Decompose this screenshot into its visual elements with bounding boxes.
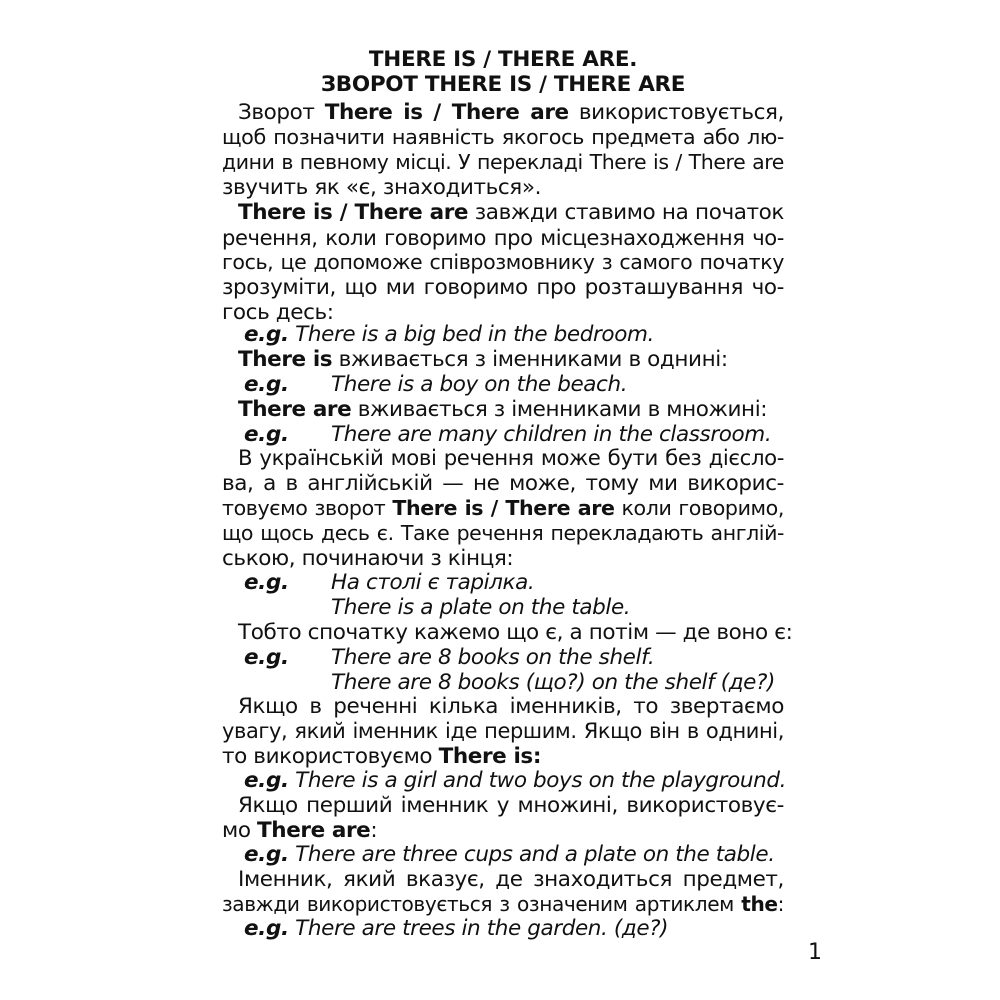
eg-label: e.g. [244, 645, 289, 670]
bold-term: There is [238, 347, 333, 372]
paragraph-2-line-2: речення, коли говоримо про місцезнаходження чо- [222, 225, 784, 250]
bold-term: There is / There are [324, 100, 569, 125]
paragraph-8-line-2: мо There are: [222, 818, 378, 843]
example-1: e.g. There is a big bed in the bedroom. [244, 322, 654, 347]
paragraph-5-line-2: ва, а в англійській — не може, тому ми викорис- [222, 471, 784, 496]
bold-term: the [741, 892, 778, 916]
paragraph-8-line-1: Якщо перший іменник у множині, використовує- [238, 793, 784, 818]
paragraph-7-line-1: Якщо в реченні кілька іменників, то звертаємо [238, 694, 784, 719]
bold-term: There is / There are [238, 200, 469, 225]
paragraph-1-line-2: щоб позначити наявність якогось предмета або лю- [222, 125, 784, 149]
paragraph-9-line-1: Іменник, який вказує, де знаходиться предмет, [238, 867, 784, 892]
paragraph-1-line-3: дини в певному місці. У перекладі There is / There are [222, 150, 784, 174]
paragraph-7-line-3: то використовуємо There is: [222, 744, 542, 769]
paragraph-1-line-1: Зворот There is / There are використовується, [238, 100, 784, 125]
paragraph-2-line-3: гось, це допоможе співрозмовнику з самого початку [222, 250, 784, 274]
paragraph-5-line-4: що щось десь є. Таке речення перекладають англій- [222, 521, 784, 545]
bold-term: There is: [438, 744, 542, 769]
paragraph-2-line-5: гось десь: [222, 300, 334, 325]
paragraph-5-line-1: В українській мові речення може бути без дієсло- [238, 446, 784, 471]
bold-term: There are [257, 818, 371, 843]
eg-label: e.g. [244, 372, 289, 397]
example-5-b: There are 8 books (що?) on the shelf (де?) [331, 670, 775, 695]
paragraph-1-line-4: звучить як «є, знаходиться». [222, 175, 542, 200]
paragraph-6-line-1: Тобто спочатку кажемо що є, а потім — де воно є: [238, 620, 793, 645]
example-3: There are many children in the classroom. [331, 422, 772, 447]
paragraph-9-line-2: завжди використовується з означеним артиклем the: [222, 892, 784, 916]
bold-term: There is / There are [392, 496, 615, 520]
example-7: e.g. There are three cups and a plate on the table. [244, 842, 775, 867]
eg-label: e.g. [244, 570, 289, 595]
paragraph-4-line-1: There are вживається з іменниками в множині: [238, 397, 768, 422]
paragraph-7-line-2: увагу, який іменник іде першим. Якщо він в однині, [222, 719, 784, 743]
example-2: There is a boy on the beach. [331, 372, 628, 397]
bold-term: There are [238, 397, 352, 422]
example-8: e.g. There are trees in the garden. (де?) [244, 916, 669, 941]
paragraph-2-line-1: There is / There are завжди ставимо на початок [238, 200, 784, 225]
paragraph-2-line-4: зрозуміти, що ми говоримо про розташування чо- [222, 275, 784, 300]
paragraph-5-line-3: товуємо зворот There is / There are коли говоримо, [222, 496, 784, 520]
paragraph-3-line-1: There is вживається з іменниками в однині: [238, 347, 728, 372]
eg-label: e.g. [244, 422, 289, 447]
example-4-english: There is a plate on the table. [331, 595, 631, 620]
paragraph-5-line-5: ською, починаючи з кінця: [222, 546, 514, 571]
example-6: e.g. There is a girl and two boys on the playground. [244, 768, 787, 793]
title-line-2: ЗВОРОТ THERE IS / THERE ARE [320, 72, 686, 97]
example-4-ukrainian: На столі є тарілка. [331, 570, 535, 595]
example-5-a: There are 8 books on the shelf. [331, 645, 655, 670]
page-number: 1 [808, 940, 822, 965]
title-line-1: THERE IS / THERE ARE. [368, 47, 638, 72]
